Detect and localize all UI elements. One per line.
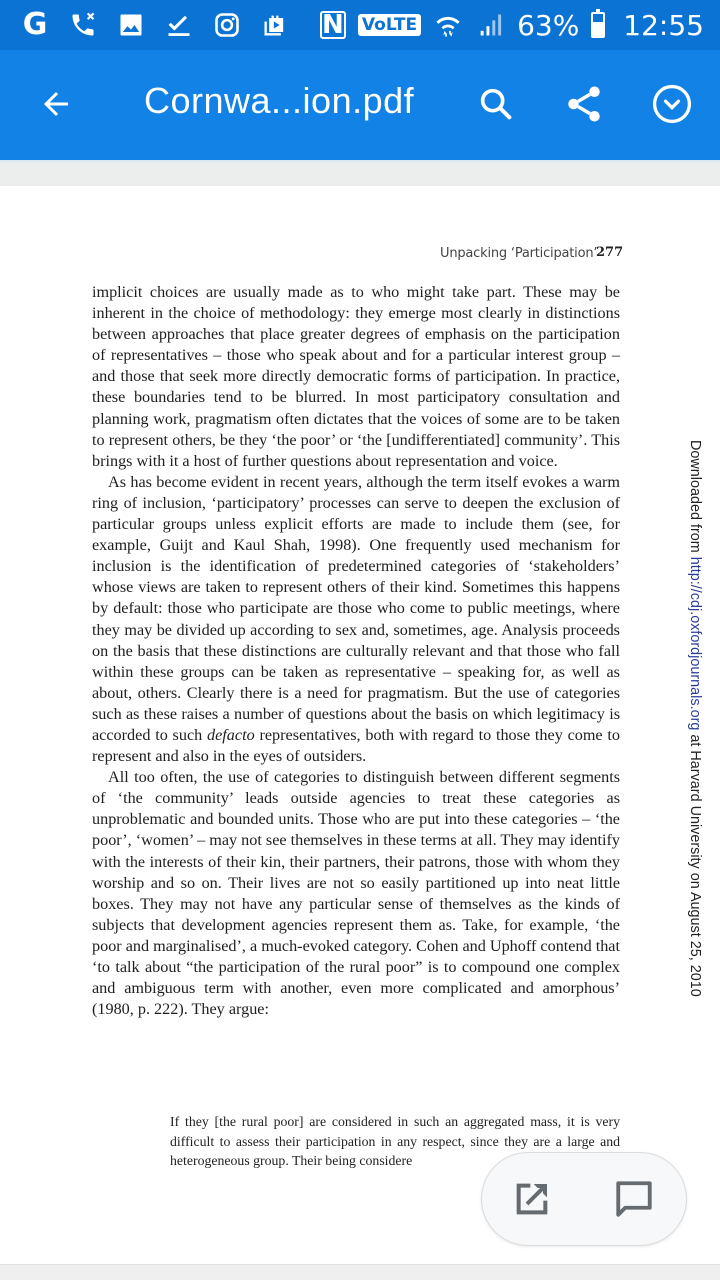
- viewer-top-margin: [0, 160, 720, 186]
- comment-button[interactable]: [612, 1177, 656, 1221]
- watermark-suffix: at Harvard University on August 25, 2010: [687, 730, 703, 997]
- share-icon: [563, 83, 605, 125]
- document-title: Cornwa...ion.pdf: [144, 80, 415, 121]
- paragraph-text: As has become evident in recent years, although the term itself evokes a warm ring of inclusion, ‘participatory’ processes can serve to deepen the exclusion of particular groups unless explicit efforts are made to include them (see, for example, Guijt and Kaul Shah, 1998). One frequently used mechanism for inclusion is the identification of predetermined categories of ‘stakeholders’ whose views are taken to represent others of their kind. Sometimes this happens by default: those who participate are those who come to public meetings, where they may be divided up according to sex and, sometimes, age. Analysis proceeds on the basis that these distinctions are culturally relevant and that those who fall within these groups can be taken as representative – speaking for, as well as about, others. Clearly there is a need for pragmatism. But the use of categories such as these raises a number of questions about the basis on which legitimacy is accorded to such: [92, 472, 620, 744]
- gallery-icon: [116, 10, 146, 40]
- task-done-icon: [164, 10, 194, 40]
- viewer-bottom-margin: [0, 1264, 720, 1280]
- running-head: Unpacking ‘Participation’: [440, 246, 598, 261]
- paragraph-text: representatives, both with regard to those they come to represent and also in the eyes of outsiders.: [92, 725, 620, 766]
- missed-call-icon: [68, 10, 98, 40]
- watermark-prefix: Downloaded from: [687, 440, 703, 557]
- battery-icon: [591, 12, 605, 38]
- instagram-icon: [212, 10, 242, 40]
- play-store-icon: [260, 10, 290, 40]
- system-indicators: [320, 0, 704, 50]
- google-icon: G: [22, 7, 48, 42]
- more-options-button[interactable]: [648, 80, 696, 128]
- pdf-page[interactable]: [0, 186, 720, 1264]
- italic-term: defacto: [207, 725, 255, 744]
- signal-icon: [475, 10, 505, 40]
- body-text: [92, 282, 620, 1020]
- open-in-new-icon: [512, 1179, 552, 1219]
- paragraph: [92, 472, 620, 767]
- status-bar: [0, 0, 720, 50]
- paragraph: implicit choices are usually made as to who might take part. These may be inherent in the choice of methodology: they emerge most clearly in distinctions between approaches that place greater degrees of emphasis on the participation of representatives – those who speak about and for a particular interest group – and those that seek more directly democratic forms of participation. In practice, these boundaries tend to be blurred. In most participatory consultation and planning work, pragmatism often dictates that the voices of some are to be taken to represent others, be they ‘the poor’ or ‘the [undifferentiated] community’. This brings with it a host of further questions about representation and voice.: [92, 283, 620, 470]
- back-button[interactable]: [34, 82, 78, 126]
- battery-percent: 63%: [517, 8, 580, 42]
- comment-icon: [613, 1178, 655, 1220]
- arrow-back-icon: [38, 86, 74, 122]
- volte-badge: VoLTE: [358, 14, 421, 36]
- wifi-icon: [433, 10, 463, 40]
- floating-action-bar: [481, 1152, 687, 1246]
- notification-icons: [0, 7, 290, 42]
- app-bar: [0, 50, 720, 160]
- watermark-link[interactable]: http://cdj.oxfordjournals.org: [687, 556, 703, 731]
- paragraph: All too often, the use of categories to distinguish between different segments of ‘the community’ leads outside agencies to treat these categories as unproblematic and bounded units. Those who are put into these categories – ‘the poor’, ‘women’ – may not see themselves in these terms at all. They may identify with the interests of their kin, their partners, their patrons, those with whom they worship and so on. Their lives are not so easily partitioned up into neat little boxes. They may not have any particular sense of themselves as the kinds of subjects that development agencies represent them as. Take, for example, ‘the poor and marginalised’, a much-evoked category. Cohen and Uphoff contend that ‘to talk about “the participation of the rural poor” is to compound one complex and ambiguous term with another, even more complicated and amorphous’ (1980, p. 222). They argue:: [92, 768, 620, 1019]
- watermark-text: [687, 440, 703, 997]
- search-icon: [476, 84, 516, 124]
- search-button[interactable]: [472, 80, 520, 128]
- page-number: 277: [596, 245, 624, 260]
- open-with-button[interactable]: [510, 1177, 554, 1221]
- block-quote: If they [the rural poor] are considered in such an aggregated mass, it is very difficult to assess their participation in any respect, since they are a large and heterogeneous group. Their being considere: [170, 1114, 620, 1168]
- clock: 12:55: [623, 8, 704, 42]
- download-watermark: [683, 440, 713, 1020]
- nfc-icon: N: [320, 11, 346, 39]
- chevron-circle-down-icon: [650, 82, 694, 126]
- share-button[interactable]: [560, 80, 608, 128]
